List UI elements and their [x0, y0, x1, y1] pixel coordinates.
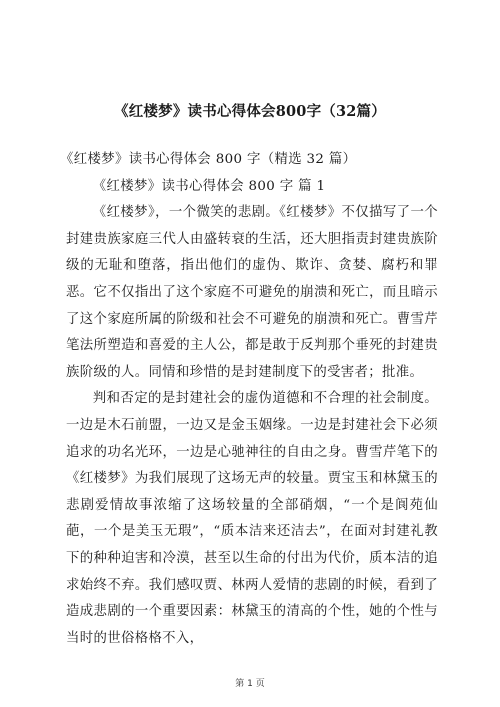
body-paragraph-2: 判和否定的是封建社会的虚伪道德和不合理的社会制度。一边是木石前盟，一边又是金玉姻缘。一边是封建社会下必须追求的功名光环，一边是心驰神往的自由之身。曹雪芹笔下的《红楼梦》为我们展现了这场无声的较量。贾宝玉和林黛玉的悲剧爱情故事浓缩了这场较量的全部硝烟，“一个是阆苑仙葩，一个是美玉无瑕”，“质本洁来还洁去”，在面对封建礼教下的种种迫害和冷漠，甚至以生命的付出为代价，质本洁的追求始终不弃。我们感叹贾、林两人爱情的悲剧的时候，看到了造成悲剧的一个重要因素：林黛玉的清高的个性，她的个性与当时的世俗格格不入，: [66, 391, 438, 646]
section-heading: 《红楼梦》读书心得体会 800 字 篇 1: [92, 178, 326, 194]
body-paragraph-1: 《红楼梦》，一个微笑的悲剧。《红楼梦》不仅描写了一个封建贵族家庭三代人由盛转衰的生活，还大胆指责封建贵族阶级的无耻和堕落，指出他们的虚伪、欺诈、贪婪、腐朽和罪恶。它不仅指出了这个家庭不可避免的崩溃和死亡，而且暗示了这个家庭所属的阶级和社会不可避免的崩溃和死亡。曹雪芹笔法所塑造和喜爱的主人公，都是敢于反判那个垂死的封建贵族阶级的人。同情和珍惜的是封建制度下的受害者；批准。: [66, 205, 438, 380]
page-number: 第 1 页: [235, 679, 265, 689]
document-body: [60, 147, 438, 652]
document-subtitle: 《红楼梦》读书心得体会 800 字（精选 32 篇）: [60, 152, 357, 167]
document-title: 《红楼梦》读书心得体会800字（32篇）: [114, 103, 386, 120]
